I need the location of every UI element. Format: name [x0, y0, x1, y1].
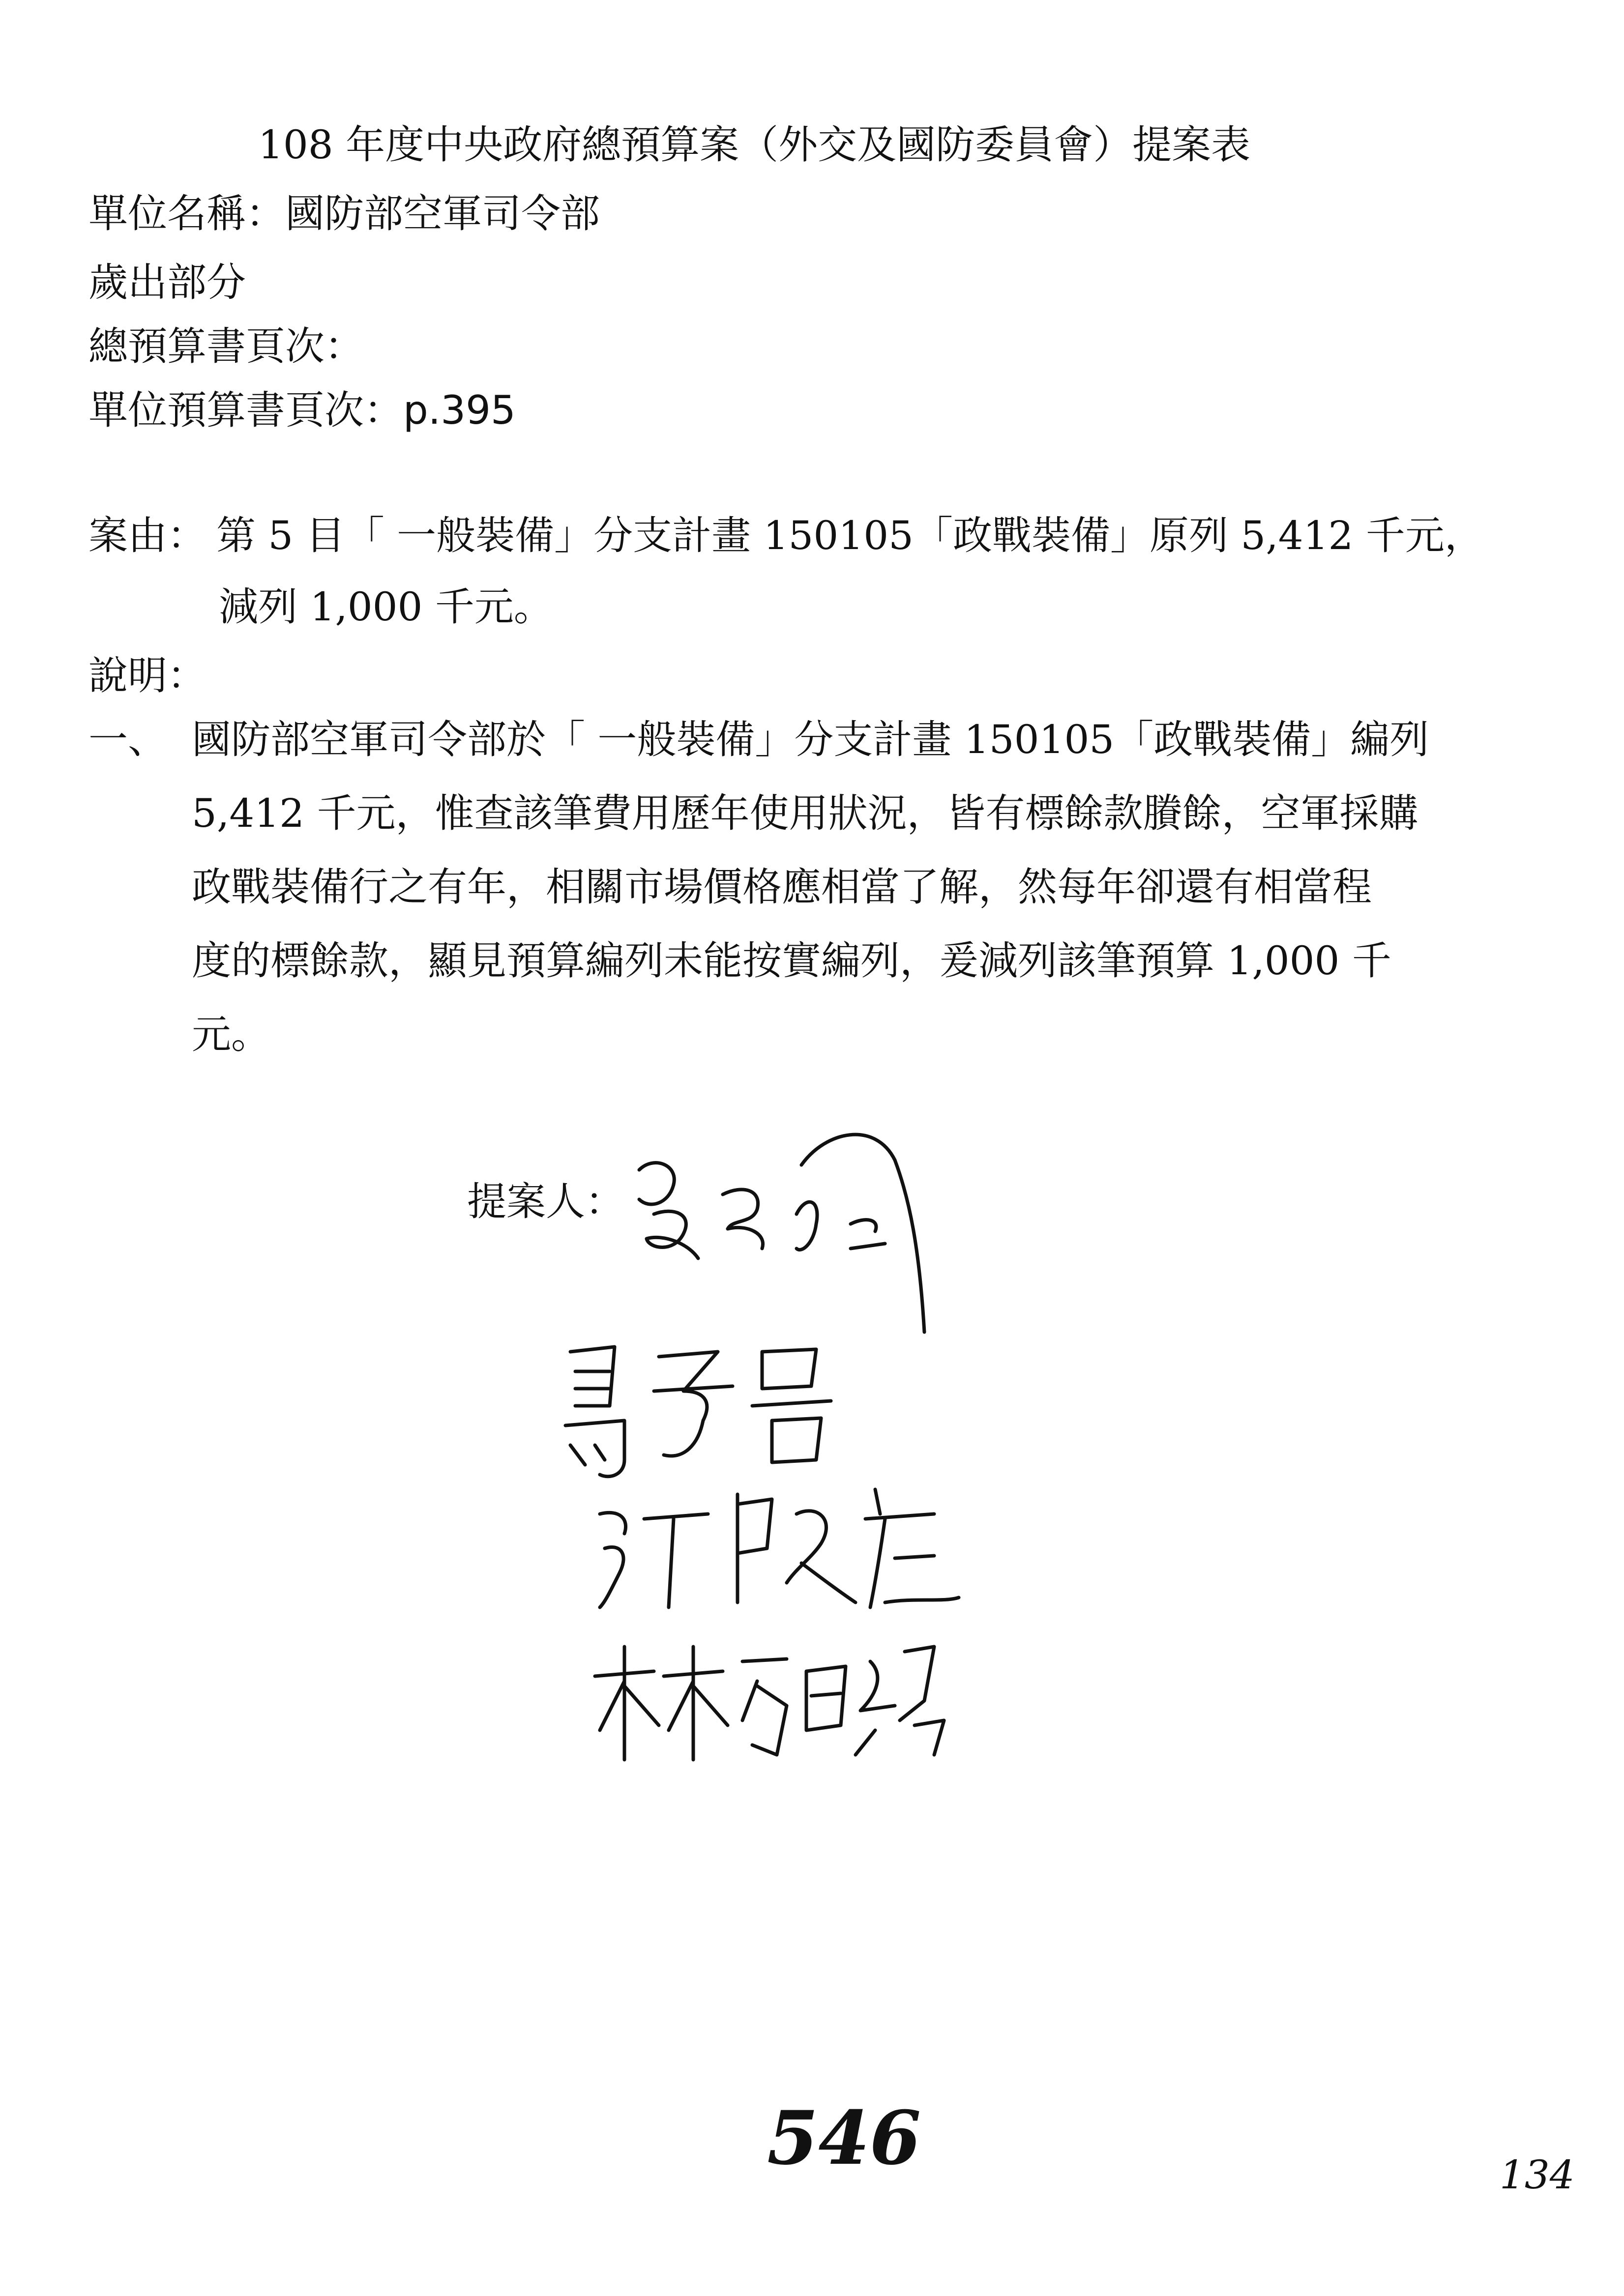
corner-page-number: 134: [1500, 2152, 1575, 2198]
item-1-line: 政戰裝備行之有年，相關市場價格應相當了解，然每年卻還有相當程: [192, 864, 1372, 910]
item-1-line: 元。: [192, 1012, 270, 1057]
item-1-paragraph: [192, 703, 1539, 1072]
unit-budget-page: [89, 386, 516, 435]
item-1-marker: 一、: [89, 717, 167, 762]
section-label: 歲出部分: [89, 260, 246, 305]
signature-3: [590, 1475, 964, 1622]
total-budget-page: 總預算書頁次：: [89, 323, 364, 369]
signature-1: [620, 1101, 944, 1337]
item-1-line: 國防部空軍司令部於「 一般裝備」分支計畫 150105「政戰裝備」編列: [192, 717, 1429, 762]
proposer-label: 提案人：: [467, 1179, 624, 1224]
document-title: 108 年度中央政府總預算案（外交及國防委員會）提案表: [258, 122, 1251, 168]
unit-budget-page-value: p.395: [403, 387, 516, 433]
signature-4: [580, 1632, 954, 1770]
unit-name: 單位名稱：國防部空軍司令部: [89, 191, 600, 236]
case-label: 案由：: [89, 513, 207, 558]
case-line-2: 減列 1,000 千元。: [219, 584, 553, 630]
item-1-line: 度的標餘款，顯見預算編列未能按實編列，爰減列該筆預算 1,000 千: [192, 938, 1391, 984]
unit-budget-page-label: 單位預算書頁次：: [89, 387, 403, 433]
item-1-line: 5,412 千元，惟查該筆費用歷年使用狀況，皆有標餘款賸餘，空軍採購: [192, 790, 1418, 836]
case-line-1: 第 5 目「 一般裝備」分支計畫 150105「政戰裝備」原列 5,412 千元，: [216, 513, 1484, 558]
explanation-label: 說明：: [89, 653, 207, 698]
signature-2: [556, 1332, 841, 1494]
handwritten-page-number: 546: [767, 2095, 921, 2181]
